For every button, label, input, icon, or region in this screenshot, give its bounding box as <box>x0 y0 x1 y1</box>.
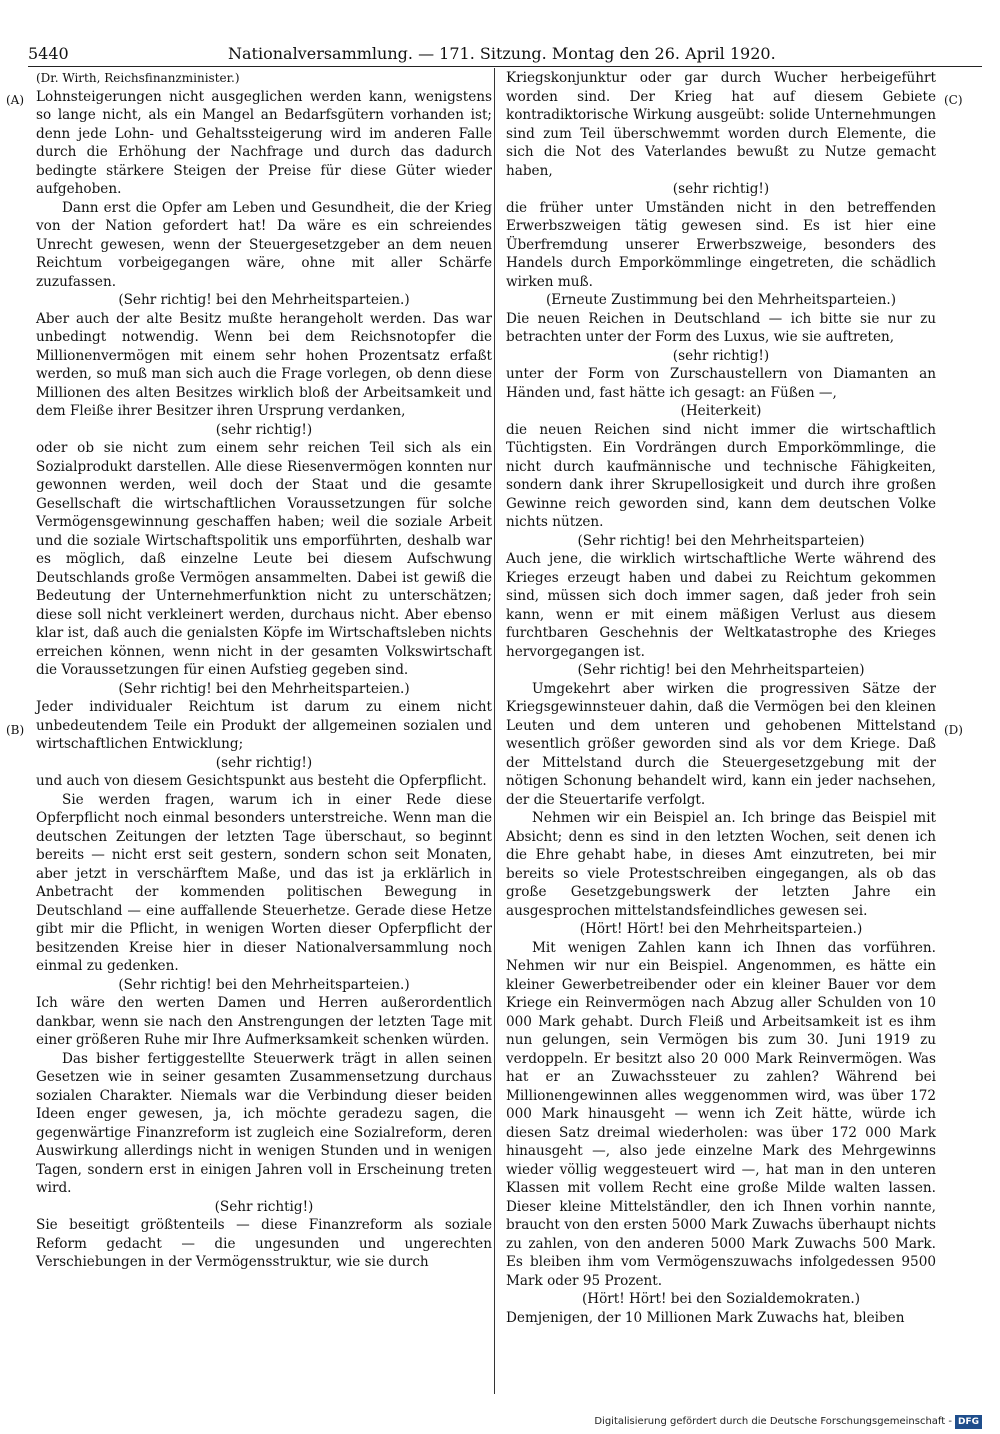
right-column-paragraph: Demjenigen, der 10 Millionen Mark Zuwachs hat, bleiben <box>506 1309 905 1326</box>
right-column-paragraph: Mit wenigen Zahlen kann ich Ihnen das vorführen. Nehmen wir nur ein Beispiel. Angenommen, es hätte ein kleiner Gewerbetreibender oder ein kleiner Bauer vor dem Kriege ein Reinvermögen nach Abzug aller Schulden von 10 000 Mark gehabt. Durch Fleiß und Arbeitsamkeit ist es ihm nun gelungen, sein Vermögen bis zum 30. Juni 1919 zu verdoppeln. Er besitzt also 20 000 Mark Reinvermögen. Was hat er an Zuwachssteuer zu zahlen? Während bei Millionengewinnen alles weggenommen wird, was über 172 000 Mark hinausgeht — wenn ich Zeit hätte, würde ich diesen Satz dreimal wiederholen: was über 172 000 Mark hinausgeht —, also jede einzelne Mark des Mehrgewinns wieder völlig weggesteuert wird —, hat man in den unteren Klassen mit vollem Recht eine große Milde walten lassen. Dieser kleine Mittelständler, den ich Ihnen vorhin nannte, braucht von den ersten 5000 Mark Zuwachs überhaupt nichts zu zahlen, von den anderen 5000 Mark Zuwachs 500 Mark. Es bleiben ihm vom Vermögenszuwachs infolgedessen 9500 Mark oder 95 Prozent. <box>506 939 936 1289</box>
left-column-paragraph: Dann erst die Opfer am Leben und Gesundheit, die der Krieg von der Nation gefordert hat! Da wäre es ein schreiendes Unrecht gewesen, wenn der Steuergesetzgeber an dem neuen Reichtum vorbeigegangen wäre, ohne mit aller Schärfe zuzufassen. <box>36 199 492 290</box>
right-column-paragraph: unter der Form von Zurschaustellern von Diamanten an Händen und, fast hätte ich gesagt: an Füßen —, <box>506 366 936 401</box>
left-column-paragraph: (Sehr richtig!) <box>214 1198 314 1215</box>
right-column-paragraph: (Sehr richtig! bei den Mehrheitsparteien) <box>577 662 865 678</box>
marker-c: (C) <box>944 93 963 107</box>
dfg-logo: DFG <box>955 1415 982 1429</box>
left-column-paragraph: Aber auch der alte Besitz mußte herangeholt werden. Das war unbedingt notwendig. Wenn bei dem Reichsnotopfer die Millionenvermögen mit einem sehr hohen Prozentsatz erfaßt werden, so muß man sich auch die Frage vorlegen, ob denn diese Millionen des alten Besitzes wirklich bloß der Arbeitsamkeit und dem Fleiße ihrer Besitzer ihren Ursprung verdanken, <box>36 310 492 419</box>
left-column <box>36 69 492 1272</box>
left-column-paragraph: Jeder individualer Reichtum ist darum zu einem nicht unbedeutendem Teile ein Produkt der allgemeinen sozialen und wirtschaftlichen Entwicklung; <box>36 699 492 752</box>
right-column-paragraph: Umgekehrt aber wirken die progressiven Sätze der Kriegsgewinnsteuer dahin, daß die Vermögen bei den kleinen Leuten und dem unteren und gehobenen Mittelstand wesentlich größer geworden sind als vor dem Kriege. Daß der Mittelstand durch die Steuergesetzgebung mit der nötigen Schonung behandelt wird, kann ein jeder nachsehen, der die Steuertarife verfolgt. <box>506 680 936 808</box>
left-column-paragraph: Sie beseitigt größtenteils — diese Finanzreform als soziale Reform gedacht — die ungesunden und ungerechten Verschiebungen in der Vermögensstruktur, wie sie durch <box>36 1217 492 1270</box>
left-column-paragraph: (Sehr richtig! bei den Mehrheitsparteien.) <box>118 680 410 697</box>
left-column-paragraph: (Sehr richtig! bei den Mehrheitsparteien.) <box>118 976 410 993</box>
right-column-paragraph: (sehr richtig!) <box>672 347 770 364</box>
marker-b: (B) <box>6 723 25 737</box>
right-column-paragraph: (Erneute Zustimmung bei den Mehrheitsparteien.) <box>545 292 897 308</box>
right-column-paragraph: (Sehr richtig! bei den Mehrheitsparteien) <box>577 532 865 549</box>
footer-credit <box>594 1415 982 1429</box>
right-column-paragraph: (Hört! Hört! bei den Sozialdemokraten.) <box>581 1291 861 1307</box>
page-header <box>28 44 982 66</box>
header-rule <box>28 66 982 67</box>
right-column-paragraph: Auch jene, die wirklich wirtschaftliche Werte während des Krieges erzeugt haben und dabei zu Reichtum gekommen sind, müssen sich doch immer sagen, daß jeder froh sein kann, wenn er mit einem mäßigen Verlust aus diesem furchtbaren Geschehnis der Weltkatastrophe des Krieges hervorgegangen ist. <box>506 551 936 660</box>
left-column-paragraph: und auch von diesem Gesichtspunkt aus besteht die Opferpflicht. <box>36 773 487 789</box>
marker-d: (D) <box>944 723 963 737</box>
left-column-paragraph: Sie werden fragen, warum ich in einer Rede diese Opferpflicht noch einmal besonders unterstreiche. Wenn man die deutschen Zeitungen der letzten Tage überschaut, so beginnt bereits — nicht erst seit gestern, sondern schon seit Monaten, aber jetzt in verschärftem Maße, und das ist ja erklärlich in Anbetracht der kommenden politischen Bewegung in Deutschland — eine auffallende Steuerhetze. Gerade diese Hetze gibt mir die Pflicht, in wenigen Worten dieser Opferpflicht der besitzenden Kreise hier in dieser Nationalversammlung noch einmal zu gedenken. <box>36 791 492 974</box>
left-column-paragraph: Das bisher fertiggestellte Steuerwerk trägt in allen seinen Gesetzen wie in seiner gesamten Zusammensetzung durchaus sozialen Charakter. Niemals war die Verbindung dieser beiden Ideen enger gewesen, ja, ich möchte geradezu sagen, die gegenwärtige Finanzreform ist zugleich eine Sozialreform, deren Auswirkung allerdings nicht in wenigen Stunden und in wenigen Tagen, sondern erst in einigen Jahren voll in Erscheinung treten wird. <box>36 1050 492 1196</box>
left-column-paragraph: (Dr. Wirth, Reichsfinanzminister.) <box>36 71 240 85</box>
left-column-paragraph: Lohnsteigerungen nicht ausgeglichen werden kann, wenigstens so lange nicht, als ein Mangel an Bedarfsgütern vorhanden ist; denn jede Lohn- und Gehaltssteigerung wird im anderen Falle durch die Erhöhung der Nachfrage und durch das dadurch bedingte stärkere Steigen der Preise für diese Güter wieder aufgehoben. <box>36 88 492 197</box>
left-column-paragraph: oder ob sie nicht zum einem sehr reichen Teil sich als ein Sozialprodukt darstellen. Alle diese Riesenvermögen konnten nur gewonnen werden, weil doch der Staat und die gesamte Gesellschaft die wirtschaftlichen Voraussetzungen für solche Vermögensgewinnung geschaffen haben; weil die soziale Arbeit und die soziale Wirtschaftspolitik uns emporführten, deshalb war es möglich, daß einzelne Leute bei diesem Aufschwung Deutschlands große Vermögen ansammelten. Dabei ist gewiß die Bedeutung der Unternehmerfunktion nicht zu unterschätzen; diese soll nicht verkleinert werden, durchaus nicht. Aber ebenso klar ist, daß auch die genialsten Köpfe im Wirtschaftsleben nichts erreichen können, wenn nicht in der gesamten Volkswirtschaft die Voraussetzungen für einen Aufstieg gegeben sind. <box>36 440 492 678</box>
running-head: Nationalversammlung. — 171. Sitzung. Montag den 26. April 1920. <box>228 44 776 63</box>
right-column <box>506 69 936 1327</box>
right-column-paragraph: Kriegskonjunktur oder gar durch Wucher herbeigeführt worden sind. Der Krieg hat auf diesem Gebiete kontradiktorische Wirkung ausgeübt: solide Unternehmungen sind zum Teil überschwemmt worden durch Elemente, die sich die Not des Vaterlandes bewußt zu Nutze gemacht haben, <box>506 70 936 179</box>
right-column-paragraph: (sehr richtig!) <box>672 181 770 197</box>
right-column-paragraph: Die neuen Reichen in Deutschland — ich bitte sie nur zu betrachten unter der Form des Luxus, wie sie auftreten, <box>506 310 936 345</box>
right-column-paragraph: Nehmen wir ein Beispiel an. Ich bringe das Beispiel mit Absicht; denn es sind in den letzten Wochen, seit denen ich die Ehre gehabt habe, in dieses Amt einzutreten, bei mir bereits so viele Protestschreiben eingegangen, als ob das große Gesetzgebungswerk der letzten Jahre ein ausgesprochen mittelstandsfeindliches gewesen sei. <box>506 810 936 919</box>
right-column-paragraph: die neuen Reichen sind nicht immer die wirtschaftlich Tüchtigsten. Ein Vordrängen durch Emporkömmlinge, die nicht durch kaufmännische und technische Fähigkeiten, sondern dank ihrer Skrupellosigkeit und durch ihre großen Gewinne reich geworden sind, kann dem deutschen Volke nichts nützen. <box>506 421 936 530</box>
page-number: 5440 <box>28 44 69 63</box>
column-divider <box>494 68 495 1394</box>
left-column-paragraph: (sehr richtig!) <box>215 754 313 771</box>
right-column-paragraph: die früher unter Umständen nicht in den betreffenden Erwerbszweigen tätig gewesen sind. Es ist hier eine Überfremdung unserer Erwerbszweige, besonders des Handels durch Emporkömmlinge eingetreten, die schädlich wirken muß. <box>506 199 936 290</box>
right-column-paragraph: (Hört! Hört! bei den Mehrheitsparteien.) <box>579 921 863 937</box>
footer-text: Digitalisierung gefördert durch die Deutsche Forschungsgemeinschaft - <box>594 1416 952 1427</box>
left-column-paragraph: Ich wäre den werten Damen und Herren außerordentlich dankbar, wenn sie nach den Anstrengungen der letzten Tage mit einer größeren Ruhe mir Ihre Aufmerksamkeit schenken würden. <box>36 995 492 1048</box>
marker-a: (A) <box>6 93 25 107</box>
left-column-paragraph: (Sehr richtig! bei den Mehrheitsparteien.) <box>118 292 410 308</box>
left-column-paragraph: (sehr richtig!) <box>215 421 313 438</box>
right-column-paragraph: (Heiterkeit) <box>680 403 762 419</box>
